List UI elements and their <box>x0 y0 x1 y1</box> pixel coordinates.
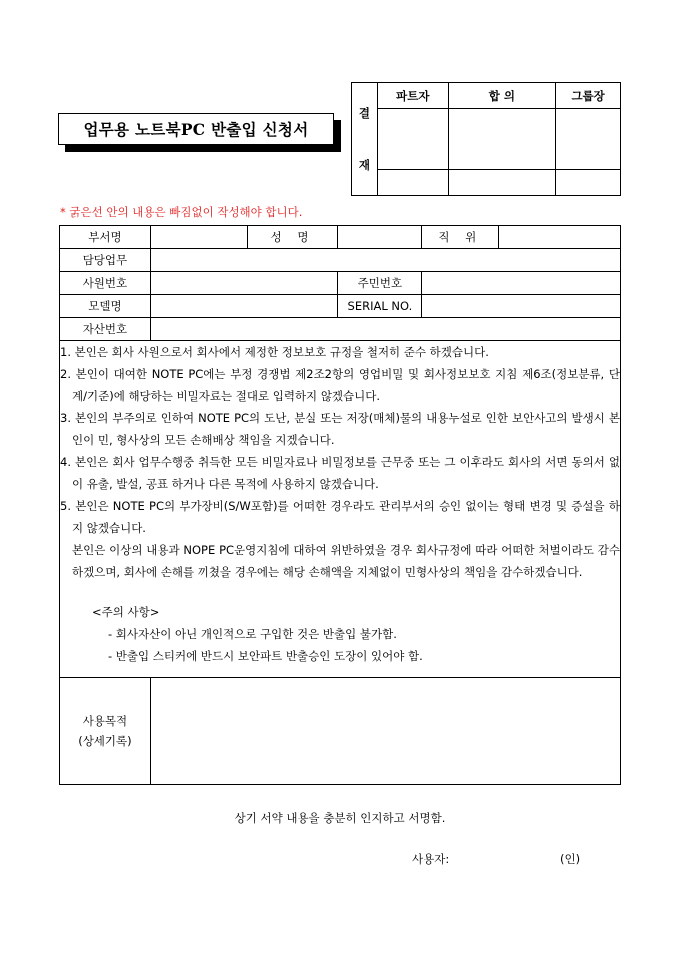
approval-date-agree[interactable] <box>448 170 556 196</box>
model-field[interactable] <box>150 295 338 318</box>
position-label: 직 위 <box>422 226 499 249</box>
asset-no-label: 자산번호 <box>60 318 151 341</box>
pledge-item: 2. 본인이 대여한 NOTE PC에는 부정 경쟁법 제2조2항의 영업비밀 및 회사정보보호 지침 제6조(정보분류, 단계/기준)에 해당하는 비밀자료는 절대로 입력하지 않겠습니다. <box>60 367 620 403</box>
name-label: 성 명 <box>247 226 338 249</box>
employee-no-field[interactable] <box>150 272 338 295</box>
serial-field[interactable] <box>422 295 621 318</box>
approval-header-agree: 합 의 <box>448 83 556 109</box>
purpose-label-line2: (상세기록) <box>78 734 132 748</box>
required-notice: * 굵은선 안의 내용은 빠짐없이 작성해야 합니다. <box>60 205 303 219</box>
approval-header-part: 파트자 <box>377 83 448 109</box>
signature-user-label: 사용자: <box>412 852 450 866</box>
consent-statement: 상기 서약 내용을 충분히 인지하고 서명함. <box>234 811 446 825</box>
caution-item: - 반출입 스티커에 반드시 보안파트 반출승인 도장이 있어야 함. <box>108 649 423 663</box>
approval-date-part[interactable] <box>377 170 448 196</box>
approval-side-bottom: 재 <box>358 158 371 172</box>
signature-seal[interactable]: (인) <box>560 852 581 866</box>
approval-sign-part[interactable] <box>377 109 448 170</box>
application-form <box>59 225 621 785</box>
approval-table <box>351 82 621 196</box>
approval-header-group: 그룹장 <box>556 83 621 109</box>
employee-no-label: 사원번호 <box>60 272 151 295</box>
pledge-item: 1. 본인은 회사 사원으로서 회사에서 제정한 정보보호 규정을 철저히 준수 하겠습니다. <box>60 345 489 359</box>
pledge-section <box>60 341 621 678</box>
resident-no-label: 주민번호 <box>338 272 422 295</box>
approval-sign-group[interactable] <box>556 109 621 170</box>
pledge-item: 5. 본인은 NOTE PC의 부가장비(S/W포함)를 어떠한 경우라도 관리부서의 승인 없이는 형태 변경 및 증설을 하지 않겠습니다. <box>60 499 620 535</box>
pledge-item: 4. 본인은 회사 업무수행중 취득한 모든 비밀자료나 비밀정보를 근무중 또는 그 이후라도 회사의 서면 동의서 없이 유출, 발설, 공표 하거나 다른 목적에 사용하지 않겠습니다. <box>60 455 620 491</box>
purpose-label-line1: 사용목적 <box>82 714 128 728</box>
approval-side-top: 결 <box>358 106 371 120</box>
model-label: 모델명 <box>60 295 151 318</box>
approval-date-group[interactable] <box>556 170 621 196</box>
name-field[interactable] <box>338 226 422 249</box>
asset-no-field[interactable] <box>150 318 620 341</box>
duty-label: 담당업무 <box>60 249 151 272</box>
duty-field[interactable] <box>150 249 620 272</box>
caution-item: - 회사자산이 아닌 개인적으로 구입한 것은 반출입 불가함. <box>108 627 397 641</box>
caution-title: <주의 사항> <box>92 605 160 619</box>
approval-sign-agree[interactable] <box>448 109 556 170</box>
serial-label: SERIAL NO. <box>338 295 422 318</box>
department-field[interactable] <box>150 226 247 249</box>
approval-side-label <box>352 83 378 196</box>
position-field[interactable] <box>499 226 621 249</box>
purpose-field[interactable] <box>150 678 620 785</box>
resident-no-field[interactable] <box>422 272 621 295</box>
department-label: 부서명 <box>60 226 151 249</box>
pledge-paragraph: 본인은 이상의 내용과 NOPE PC운영지침에 대하여 위반하였을 경우 회사규정에 따라 어떠한 처벌이라도 감수하겠으며, 회사에 손해를 끼쳤을 경우에는 해당 손해액을 지체없이 민형사상의 책임을 감수하겠습니다. <box>72 543 620 579</box>
pledge-item: 3. 본인의 부주의로 인하여 NOTE PC의 도난, 분실 또는 저장(매체)물의 내용누설로 인한 보안사고의 발생시 본인이 민, 형사상의 모든 손해배상 책임을 지겠습니다. <box>60 411 620 447</box>
purpose-label <box>60 678 151 785</box>
form-title: 업무용 노트북PC 반출입 신청서 <box>58 113 334 145</box>
